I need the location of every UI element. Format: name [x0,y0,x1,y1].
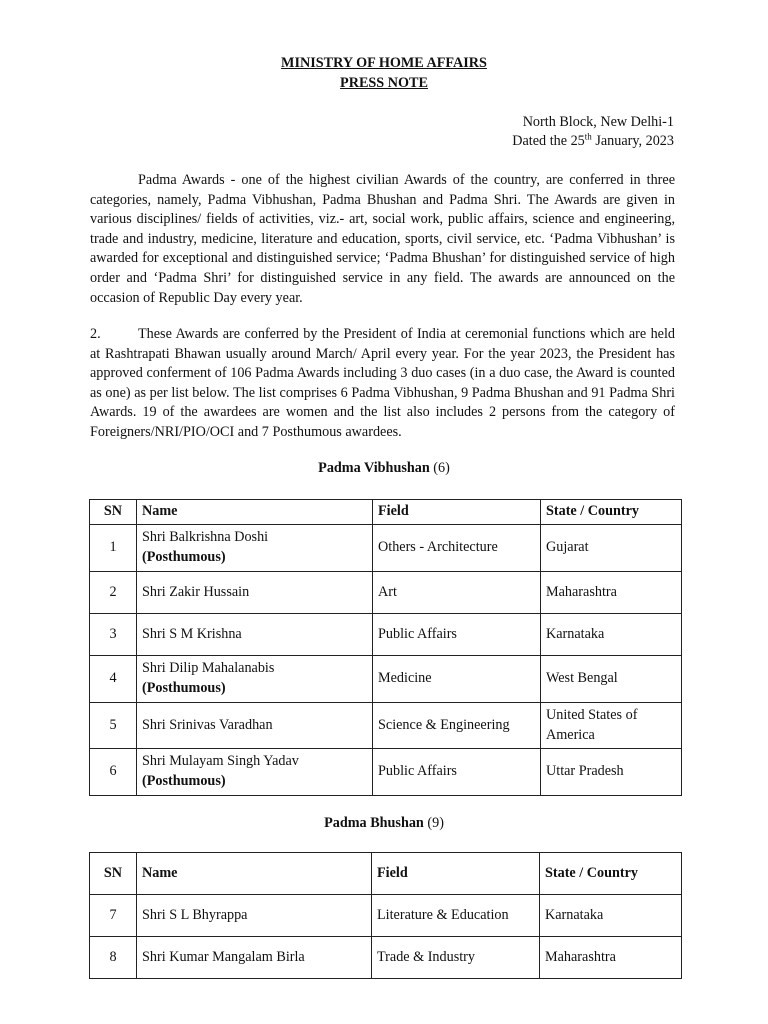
row-state: Karnataka [540,895,682,937]
address-location: North Block, New Delhi-1 [522,114,674,130]
col-name: Name [137,853,372,895]
row-name: Shri Zakir Hussain [137,572,373,614]
row-state: Gujarat [541,525,682,572]
col-sn: SN [90,500,137,525]
posthumous-tag: (Posthumous) [142,549,226,565]
posthumous-tag: (Posthumous) [142,680,226,696]
col-field: Field [373,500,541,525]
col-sn: SN [90,853,137,895]
row-name: Shri Srinivas Varadhan [137,703,373,749]
col-field: Field [372,853,540,895]
row-sn: 8 [90,937,137,979]
col-state: State / Country [540,853,682,895]
table-row [90,525,682,572]
vibhushan-table [89,499,682,796]
row-sn: 4 [90,656,137,703]
col-name: Name [137,500,373,525]
paragraph-1: Padma Awards - one of the highest civilian Awards of the country, are conferred in three categories, namely, Padma Vibhushan, Padma Bhushan and Padma Shri. The Awards are given in various disciplines/ fields of activities, viz.- art, social work, public affairs, science and engineering, trade and industry, medicine, literature and education, sports, civil service, etc. ‘Padma Vibhushan’ is awarded for exceptional and distinguished service; ‘Padma Bhushan’ for distinguished service of high order and ‘Padma Shri’ for distinguished service in any field. The awards are announced on the occasion of Republic Day every year. [90,172,675,306]
press-note-heading: PRESS NOTE [340,75,428,91]
row-name: Shri Mulayam Singh Yadav (Posthumous) [137,749,373,796]
row-field: Trade & Industry [372,937,540,979]
row-field: Art [373,572,541,614]
posthumous-tag: (Posthumous) [142,773,226,789]
row-field: Literature & Education [372,895,540,937]
table-row [90,656,682,703]
row-sn: 7 [90,895,137,937]
table-row [90,749,682,796]
address-date: Dated the 25th January, 2023 [512,131,674,149]
row-sn: 1 [90,525,137,572]
table-header-row [90,500,682,525]
row-name: Shri Dilip Mahalanabis (Posthumous) [137,656,373,703]
row-sn: 3 [90,614,137,656]
ministry-heading: MINISTRY OF HOME AFFAIRS [281,55,487,71]
row-state: Uttar Pradesh [541,749,682,796]
table-row [90,895,682,937]
row-name: Shri Balkrishna Doshi (Posthumous) [137,525,373,572]
row-state: West Bengal [541,656,682,703]
paragraph-2: 2. These Awards are conferred by the President of India at ceremonial functions which are held at Rashtrapati Bhawan usually around March/ April every year. For the year 2023, the President has approved conferment of 106 Padma Awards including 3 duo cases (in a duo case, the Award is counted as one) as per list below. The list comprises 6 Padma Vibhushan, 9 Padma Bhushan and 91 Padma Shri Awards. 19 of the awardees are women and the list also includes 2 persons from the category of Foreigners/NRI/PIO/OCI and 7 Posthumous awardees. [90,326,675,440]
col-state: State / Country [541,500,682,525]
row-sn: 2 [90,572,137,614]
row-field: Public Affairs [373,614,541,656]
table-row [90,703,682,749]
row-field: Public Affairs [373,749,541,796]
table-row [90,937,682,979]
table-header-row [90,853,682,895]
row-state: Maharashtra [540,937,682,979]
row-field: Science & Engineering [373,703,541,749]
row-sn: 5 [90,703,137,749]
bhushan-caption: Padma Bhushan (9) [324,815,444,831]
row-state: Maharashtra [541,572,682,614]
vibhushan-caption: Padma Vibhushan (6) [318,460,450,476]
row-name: Shri Kumar Mangalam Birla [137,937,372,979]
row-state: United States of America [541,703,682,749]
row-field: Others - Architecture [373,525,541,572]
row-sn: 6 [90,749,137,796]
table-row [90,614,682,656]
row-name: Shri S L Bhyrappa [137,895,372,937]
bhushan-table [89,852,682,979]
row-name: Shri S M Krishna [137,614,373,656]
row-state: Karnataka [541,614,682,656]
row-field: Medicine [373,656,541,703]
table-row [90,572,682,614]
